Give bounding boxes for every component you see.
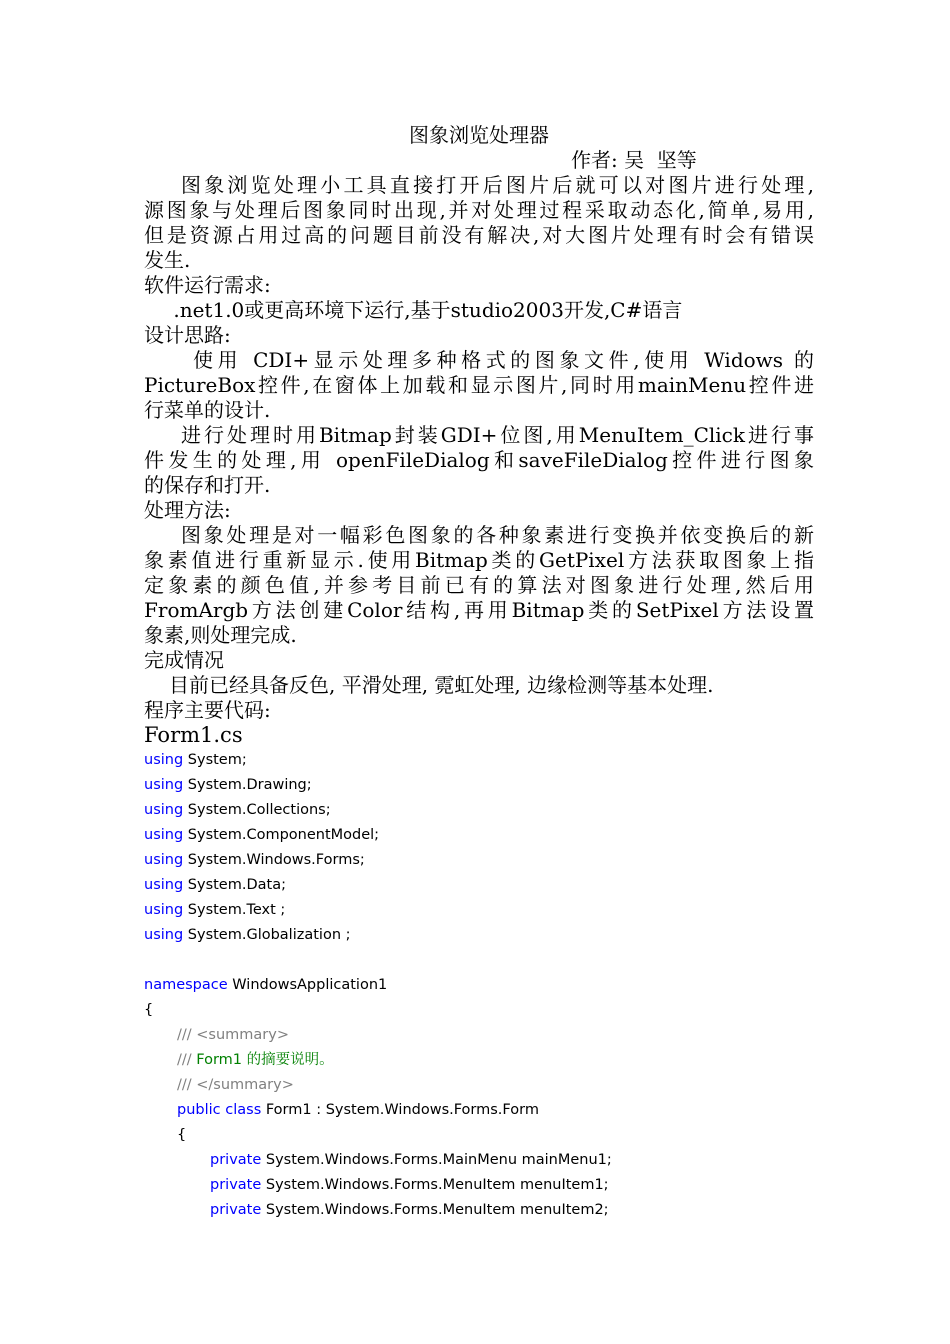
intro-line: 源图象与处理后图象同时出现,并对处理过程采取动态化,简单,易用, [144, 198, 814, 222]
code-line: { [177, 1127, 187, 1143]
keyword: using [144, 827, 184, 843]
code-text: Form1 : System.Windows.Forms.Form [261, 1102, 539, 1118]
code-comment [144, 1048, 814, 1073]
code-text: System.Windows.Forms.MainMenu mainMenu1; [261, 1152, 612, 1168]
comment-prefix: /// [177, 1052, 197, 1068]
code-text: System.Windows.Forms.MenuItem menuItem1; [261, 1177, 609, 1193]
code-heading: 程序主要代码: [144, 698, 271, 722]
requirements-heading: 软件运行需求: [144, 273, 271, 297]
comment-text: Form1 的摘要说明。 [196, 1052, 334, 1068]
keyword: class [220, 1102, 262, 1118]
code-line [144, 773, 814, 798]
intro-line: 发生. [144, 248, 191, 272]
keyword: private [210, 1152, 262, 1168]
keyword: namespace [144, 977, 228, 993]
code-text: System.Windows.Forms.MenuItem menuItem2; [261, 1202, 609, 1218]
keyword: using [144, 752, 184, 768]
design-line: 使用 CDI+显示处理多种格式的图象文件,使用 Widows 的 [193, 348, 814, 372]
method-line: 象素值进行重新显示.使用Bitmap类的GetPixel方法获取图象上指 [144, 548, 814, 572]
design-heading: 设计思路: [144, 323, 231, 347]
code-text: System.Windows.Forms; [183, 852, 365, 868]
code-line [144, 1198, 814, 1223]
method-line: 定象素的颜色值,并参考目前已有的算法对图象进行处理,然后用 [144, 573, 814, 597]
code-text: System.Text ; [183, 902, 286, 918]
code-text: System; [183, 752, 247, 768]
code-text: System.Drawing; [183, 777, 312, 793]
code-text: System.ComponentModel; [183, 827, 380, 843]
keyword: private [210, 1202, 262, 1218]
intro-line: 但是资源占用过高的问题目前没有解决,对大图片处理有时会有错误 [144, 223, 814, 247]
code-comment: /// <summary> [177, 1027, 289, 1043]
code-line [144, 898, 814, 923]
document-title: 图象浏览处理器 [409, 123, 549, 147]
method-line: 象素,则处理完成. [144, 623, 297, 647]
code-line [144, 848, 814, 873]
design-line: 进行处理时用Bitmap封装GDI+位图,用MenuItem_Click进行事 [181, 423, 814, 447]
code-text: System.Data; [183, 877, 286, 893]
design-line: 行菜单的设计. [144, 398, 271, 422]
document-author: 作者: 吴 坚等 [571, 148, 697, 172]
code-text: System.Collections; [183, 802, 331, 818]
design-line: PictureBox控件,在窗体上加载和显示图片,同时用mainMenu控件进 [144, 373, 814, 397]
design-line: 的保存和打开. [144, 473, 271, 497]
keyword: private [210, 1177, 262, 1193]
code-line [144, 873, 814, 898]
keyword: using [144, 802, 184, 818]
design-line: 件发生的处理,用 openFileDialog和saveFileDialog控件进行图象 [144, 448, 814, 472]
code-line [144, 923, 814, 948]
keyword: using [144, 852, 184, 868]
file-name: Form1.cs [144, 723, 243, 747]
keyword: using [144, 877, 184, 893]
code-line [144, 748, 814, 773]
code-text: System.Globalization ; [183, 927, 351, 943]
method-line: 图象处理是对一幅彩色图象的各种象素进行变换并依变换后的新 [181, 523, 814, 547]
intro-line: 图象浏览处理小工具直接打开后图片后就可以对图片进行处理, [181, 173, 814, 197]
code-line: { [144, 1002, 154, 1018]
method-line: FromArgb方法创建Color结构,再用Bitmap类的SetPixel方法设置 [144, 598, 814, 622]
keyword: public [177, 1102, 221, 1118]
requirements-line: .net1.0或更高环境下运行,基于studio2003开发,C#语言 [167, 298, 683, 322]
code-line [144, 973, 814, 998]
keyword: using [144, 927, 184, 943]
code-line [144, 1148, 814, 1173]
code-comment: /// </summary> [177, 1077, 294, 1093]
code-blank-line [144, 948, 814, 973]
keyword: using [144, 777, 184, 793]
code-text: WindowsApplication1 [227, 977, 388, 993]
document-body [144, 122, 814, 1223]
status-heading: 完成情况 [144, 648, 224, 672]
status-line: 目前已经具备反色, 平滑处理, 霓虹处理, 边缘检测等基本处理. [169, 673, 714, 697]
code-line [144, 1173, 814, 1198]
code-line [144, 1098, 814, 1123]
method-heading: 处理方法: [144, 498, 231, 522]
code-line [144, 823, 814, 848]
keyword: using [144, 902, 184, 918]
code-line [144, 798, 814, 823]
